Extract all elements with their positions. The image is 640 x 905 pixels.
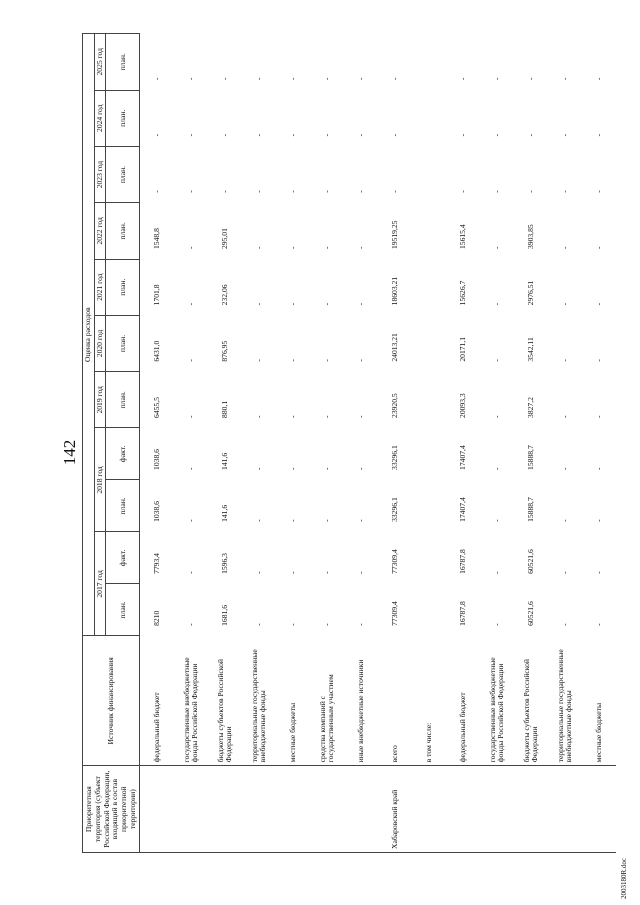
value-cell: -	[492, 467, 502, 470]
value-cell: -	[288, 133, 298, 137]
table-body	[140, 34, 617, 853]
value-cell: 17407,4	[458, 445, 468, 470]
value-cell: -	[594, 359, 604, 362]
value-cell: 1038,6	[152, 501, 162, 522]
value-cell: -	[254, 519, 264, 522]
value-cell: -	[560, 571, 570, 574]
table-row	[446, 34, 480, 853]
value-cell: -	[220, 133, 230, 137]
source-cell: федеральный бюджет	[446, 636, 480, 766]
value-cell: 1701,8	[152, 284, 162, 306]
value-cell: -	[356, 415, 366, 418]
territory-cell	[140, 766, 175, 853]
value-cell: -	[356, 359, 366, 362]
value-cell: -	[322, 623, 332, 626]
source-cell: государственные внебюджетные фонды Российской Федерации	[480, 636, 514, 766]
value-cell: -	[356, 467, 366, 470]
value-cell: 1038,6	[152, 449, 162, 470]
header-year-2024: 2024 год	[94, 90, 106, 146]
value-cell: -	[322, 133, 332, 137]
value-cell: -	[594, 190, 604, 193]
value-cell: 6455,5	[152, 397, 162, 418]
header-plan: план.	[106, 372, 140, 428]
value-cell: -	[254, 133, 264, 137]
value-cell: 15888,7	[526, 445, 536, 470]
header-estimate: Оценка расходов	[83, 34, 95, 636]
value-cell: -	[254, 623, 264, 626]
expenses-table	[82, 33, 616, 853]
table-row	[378, 34, 412, 853]
value-cell: -	[560, 467, 570, 470]
value-cell: -	[254, 190, 264, 193]
source-cell: государственные внебюджетные фонды Российской Федерации	[174, 636, 208, 766]
value-cell: -	[594, 302, 604, 306]
value-cell: -	[254, 467, 264, 470]
source-cell: всего	[378, 636, 412, 766]
value-cell: 60521,6	[526, 601, 536, 626]
source-cell: федеральный бюджет	[140, 636, 175, 766]
value-cell: 7793,4	[152, 553, 162, 574]
value-cell: -	[594, 519, 604, 522]
value-cell: -	[152, 133, 162, 137]
value-cell: -	[322, 190, 332, 193]
value-cell: -	[288, 415, 298, 418]
value-cell: -	[186, 133, 196, 137]
value-cell	[412, 146, 446, 202]
table-row	[174, 34, 208, 853]
value-cell: -	[458, 77, 468, 81]
value-cell: 77309,4	[390, 601, 400, 626]
value-cell: 20171,1	[458, 336, 468, 362]
territory-cell	[582, 766, 616, 853]
value-cell: 232,06	[220, 284, 230, 306]
value-cell: 18603,21	[390, 276, 400, 306]
value-cell: -	[594, 246, 604, 250]
value-cell: 6431,0	[152, 340, 162, 362]
value-cell: -	[458, 133, 468, 137]
value-cell: -	[526, 77, 536, 81]
value-cell: -	[356, 519, 366, 522]
header-plan: план.	[106, 203, 140, 259]
value-cell	[412, 428, 446, 480]
source-cell: бюджеты субъектов Российской Федерации	[208, 636, 242, 766]
header-source: Источник финансирования	[83, 636, 140, 766]
source-cell: территориальные государственные внебюджетные фонды	[242, 636, 276, 766]
value-cell: -	[220, 190, 230, 193]
value-cell: -	[288, 190, 298, 193]
value-cell: -	[356, 302, 366, 306]
territory-cell	[480, 766, 514, 853]
value-cell: -	[288, 623, 298, 626]
value-cell: -	[560, 190, 570, 193]
value-cell: -	[152, 77, 162, 81]
value-cell: 15888,7	[526, 497, 536, 522]
value-cell: -	[390, 133, 400, 137]
value-cell: -	[390, 190, 400, 193]
value-cell: -	[560, 519, 570, 522]
value-cell	[412, 34, 446, 91]
header-year-2023: 2023 год	[94, 146, 106, 202]
header-plan: план.	[106, 259, 140, 315]
value-cell: -	[356, 246, 366, 250]
value-cell: -	[492, 519, 502, 522]
value-cell: -	[254, 571, 264, 574]
value-cell: 16787,8	[458, 601, 468, 626]
value-cell: -	[322, 415, 332, 418]
value-cell: -	[288, 467, 298, 470]
territory-cell	[276, 766, 310, 853]
value-cell: 295,01	[220, 228, 230, 250]
territory-cell	[310, 766, 344, 853]
value-cell: 876,95	[220, 340, 230, 362]
table-row	[276, 34, 310, 853]
table-row	[412, 34, 446, 853]
value-cell: -	[254, 415, 264, 418]
value-cell: 19519,25	[390, 220, 400, 250]
source-cell: средства компаний с государственным участием	[310, 636, 344, 766]
header-plan: план.	[106, 315, 140, 371]
source-cell: местные бюджеты	[582, 636, 616, 766]
value-cell: -	[492, 190, 502, 193]
table-row	[310, 34, 344, 853]
value-cell: -	[560, 302, 570, 306]
value-cell: -	[186, 359, 196, 362]
value-cell	[412, 584, 446, 636]
table-row	[582, 34, 616, 853]
value-cell: -	[492, 246, 502, 250]
value-cell: -	[560, 623, 570, 626]
value-cell: -	[492, 359, 502, 362]
value-cell: -	[186, 415, 196, 418]
header-year-2017: 2017 год	[94, 532, 106, 636]
value-cell: 23920,5	[390, 393, 400, 418]
value-cell: -	[254, 359, 264, 362]
value-cell: -	[594, 133, 604, 137]
footer-filename: 2003180R.doc	[620, 857, 628, 899]
value-cell: -	[492, 571, 502, 574]
value-cell: -	[288, 571, 298, 574]
table-row	[548, 34, 582, 853]
value-cell: 24013,21	[390, 333, 400, 362]
value-cell: -	[560, 359, 570, 362]
value-cell: -	[186, 246, 196, 250]
value-cell: -	[288, 302, 298, 306]
territory-cell	[242, 766, 276, 853]
header-year-2019: 2019 год	[94, 372, 106, 428]
territory-cell	[174, 766, 208, 853]
value-cell: 3542,11	[526, 337, 536, 362]
value-cell: -	[492, 415, 502, 418]
value-cell: -	[288, 519, 298, 522]
value-cell: 15626,7	[458, 280, 468, 306]
territory-cell	[548, 766, 582, 853]
value-cell: -	[186, 571, 196, 574]
value-cell: -	[254, 77, 264, 81]
value-cell: 20093,3	[458, 393, 468, 418]
value-cell: 2976,51	[526, 280, 536, 306]
header-territory: Приоритетная территория (субъект Российской Федерации, входящий в состав приоритетной территории)	[83, 766, 140, 853]
value-cell: -	[594, 571, 604, 574]
source-cell: территориальные государственные внебюджетные фонды	[548, 636, 582, 766]
value-cell: 77309,4	[390, 549, 400, 574]
value-cell: -	[356, 77, 366, 81]
value-cell: -	[322, 77, 332, 81]
header-fact: факт.	[106, 532, 140, 584]
value-cell: -	[560, 133, 570, 137]
value-cell: -	[186, 623, 196, 626]
value-cell	[412, 259, 446, 315]
table-row	[344, 34, 378, 853]
header-year-2022: 2022 год	[94, 203, 106, 259]
value-cell	[412, 315, 446, 371]
value-cell: -	[492, 302, 502, 306]
value-cell	[412, 90, 446, 146]
value-cell: 1681,6	[220, 605, 230, 626]
value-cell: 141,6	[220, 504, 230, 522]
value-cell: -	[288, 359, 298, 362]
value-cell: -	[560, 77, 570, 81]
table-row	[480, 34, 514, 853]
value-cell: -	[322, 571, 332, 574]
table-row	[242, 34, 276, 853]
value-cell: -	[594, 467, 604, 470]
value-cell: 141,6	[220, 452, 230, 470]
value-cell	[412, 203, 446, 259]
value-cell: 1548,8	[152, 228, 162, 250]
value-cell: -	[322, 519, 332, 522]
source-cell: местные бюджеты	[276, 636, 310, 766]
value-cell: -	[560, 415, 570, 418]
value-cell: -	[594, 415, 604, 418]
value-cell: 15615,4	[458, 224, 468, 250]
value-cell: -	[560, 246, 570, 250]
value-cell: -	[152, 190, 162, 193]
value-cell: -	[322, 467, 332, 470]
value-cell: -	[288, 77, 298, 81]
value-cell: -	[322, 359, 332, 362]
header-plan: план.	[106, 146, 140, 202]
header-plan: план.	[106, 584, 140, 636]
header-plan: план.	[106, 34, 140, 91]
source-cell: в том числе:	[412, 636, 446, 766]
territory-cell	[446, 766, 480, 853]
value-cell: -	[220, 77, 230, 81]
value-cell: -	[356, 623, 366, 626]
value-cell: -	[390, 77, 400, 81]
value-cell: -	[492, 77, 502, 81]
value-cell: -	[254, 246, 264, 250]
value-cell: 17407,4	[458, 497, 468, 522]
value-cell: -	[254, 302, 264, 306]
value-cell	[412, 532, 446, 584]
territory-cell	[208, 766, 242, 853]
page-number: 142	[60, 439, 79, 466]
value-cell: 3827,2	[526, 397, 536, 418]
table-row	[208, 34, 242, 853]
value-cell: 33296,1	[390, 445, 400, 470]
value-cell: 8210	[152, 610, 162, 626]
territory-cell	[514, 766, 548, 853]
value-cell: -	[186, 467, 196, 470]
value-cell: -	[186, 519, 196, 522]
header-year-2025: 2025 год	[94, 34, 106, 91]
header-year-2020: 2020 год	[94, 315, 106, 371]
value-cell: -	[526, 190, 536, 193]
value-cell: 3903,85	[526, 224, 536, 250]
header-year-2021: 2021 год	[94, 259, 106, 315]
source-cell: бюджеты субъектов Российской Федерации	[514, 636, 548, 766]
value-cell	[412, 480, 446, 532]
value-cell: -	[356, 133, 366, 137]
source-cell: иные внебюджетные источники	[344, 636, 378, 766]
territory-cell	[344, 766, 378, 853]
value-cell: -	[186, 190, 196, 193]
value-cell: -	[594, 623, 604, 626]
value-cell: -	[322, 302, 332, 306]
value-cell: -	[458, 190, 468, 193]
value-cell: -	[356, 190, 366, 193]
table-row	[140, 34, 175, 853]
value-cell: -	[594, 77, 604, 81]
header-plan: план.	[106, 90, 140, 146]
value-cell: 33296,1	[390, 497, 400, 522]
header-fact: факт.	[106, 428, 140, 480]
territory-cell	[412, 766, 446, 853]
value-cell: 1596,3	[220, 553, 230, 574]
value-cell: -	[288, 246, 298, 250]
value-cell: -	[492, 133, 502, 137]
value-cell: -	[492, 623, 502, 626]
territory-cell: Хабаровский край	[378, 766, 412, 853]
value-cell: 880,1	[220, 400, 230, 418]
value-cell: 16787,8	[458, 549, 468, 574]
value-cell	[412, 372, 446, 428]
table-row	[514, 34, 548, 853]
value-cell: -	[186, 77, 196, 81]
header-plan: план.	[106, 480, 140, 532]
value-cell: -	[322, 246, 332, 250]
header-year-2018: 2018 год	[94, 428, 106, 532]
value-cell: -	[526, 133, 536, 137]
value-cell: 60521,6	[526, 549, 536, 574]
value-cell: -	[356, 571, 366, 574]
value-cell: -	[186, 302, 196, 306]
